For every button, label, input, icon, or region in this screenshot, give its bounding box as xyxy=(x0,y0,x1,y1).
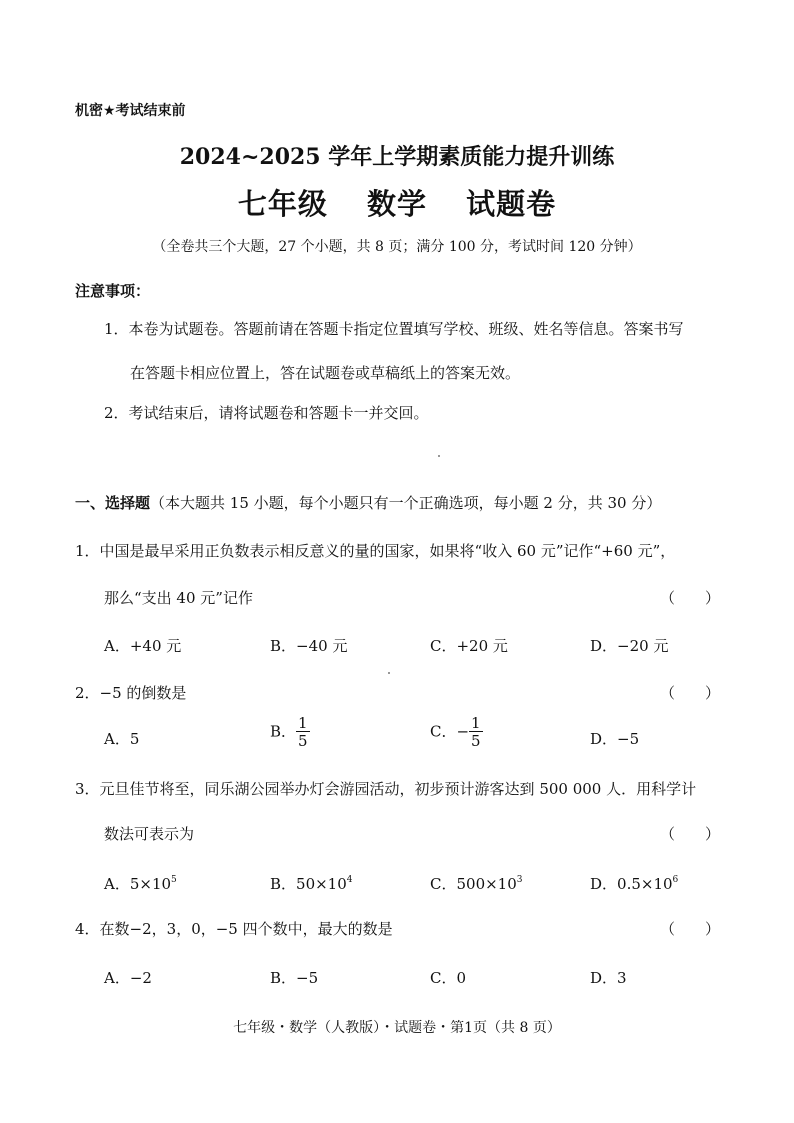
note-item-1-cont: 在答题卡相应位置上，答在试题卷或草稿纸上的答案无效。 xyxy=(130,364,521,382)
question-1-line-2: 那么“支出 40 元”记作 xyxy=(104,589,253,607)
question-1-option-c: C．+20 元 xyxy=(430,637,508,655)
confidential-label: 机密★考试结束前 xyxy=(75,103,186,119)
section-1-heading: 一、选择题（本大题共 15 小题，每个小题只有一个正确选项，每小题 2 分，共 30 分） xyxy=(75,494,662,512)
question-2-option-a: A．5 xyxy=(104,730,140,748)
question-1-line-1: 1．中国是最早采用正负数表示相反意义的量的国家，如果将“收入 60 元”记作“+60 元”， xyxy=(75,542,676,560)
subject-label: 数学 xyxy=(366,187,427,221)
question-4-option-a: A．−2 xyxy=(104,969,152,987)
question-3-option-b: B．$50\times 10^4$ xyxy=(270,875,353,893)
question-2-answer-paren: （ ） xyxy=(660,684,721,702)
note-item-1: 1．本卷为试题卷。答题前请在答题卡指定位置填写学校、班级、姓名等信息。答案书写 xyxy=(104,320,684,338)
question-4-option-d: D．3 xyxy=(590,969,627,987)
question-1-option-b: B．−40 元 xyxy=(270,637,348,655)
question-3-line-1: 3．元旦佳节将至，同乐湖公园举办灯会游园活动，初步预计游客达到 500 000 人．用科学计 xyxy=(75,780,697,798)
note-item-2: 2．考试结束后，请将试题卷和答题卡一并交回。 xyxy=(104,404,429,422)
question-3-answer-paren: （ ） xyxy=(660,825,721,843)
question-1-option-d: D．−20 元 xyxy=(590,637,669,655)
question-2-option-c: C．− $\frac{1}{5}$ xyxy=(430,714,481,750)
question-2-line-1: 2．−5 的倒数是 xyxy=(75,684,187,702)
question-3-option-c: C．$500\times 10^3$ xyxy=(430,875,523,893)
scan-speck xyxy=(438,455,440,457)
question-2-option-b: B． $\frac{1}{5}$ xyxy=(270,714,308,750)
question-1-answer-paren: （ ） xyxy=(660,589,721,607)
question-4-option-b: B．−5 xyxy=(270,969,319,987)
exam-title: 2024~2025 学年上学期素质能力提升训练 xyxy=(179,144,615,170)
paper-type-label: 试题卷 xyxy=(466,187,557,221)
question-4-option-c: C．0 xyxy=(430,969,467,987)
question-1-option-a: A．+40 元 xyxy=(104,637,182,655)
question-4-answer-paren: （ ） xyxy=(660,920,721,938)
question-3-line-2: 数法可表示为 xyxy=(104,825,195,843)
fraction: $\frac{1}{5}$ xyxy=(298,714,308,750)
scan-speck xyxy=(388,672,390,674)
question-3-option-a: A．$5\times 10^5$ xyxy=(104,875,177,893)
question-3-option-d: D．$0.5\times 10^6$ xyxy=(590,875,679,893)
grade-label: 七年级 xyxy=(237,187,328,221)
exam-info: （全卷共三个大题，27 个小题，共 8 页；满分 100 分，考试时间 120 分钟） xyxy=(152,239,642,255)
question-4-line-1: 4．在数−2，3，0，−5 四个数中，最大的数是 xyxy=(75,920,393,938)
exam-subtitle xyxy=(0,182,794,223)
question-2-option-d: D．−5 xyxy=(590,730,640,748)
notes-heading: 注意事项： xyxy=(75,282,151,300)
page-footer: 七年级・数学（人教版）・试题卷・第1页（共 8 页） xyxy=(233,1020,561,1036)
fraction: $\frac{1}{5}$ xyxy=(471,714,481,750)
